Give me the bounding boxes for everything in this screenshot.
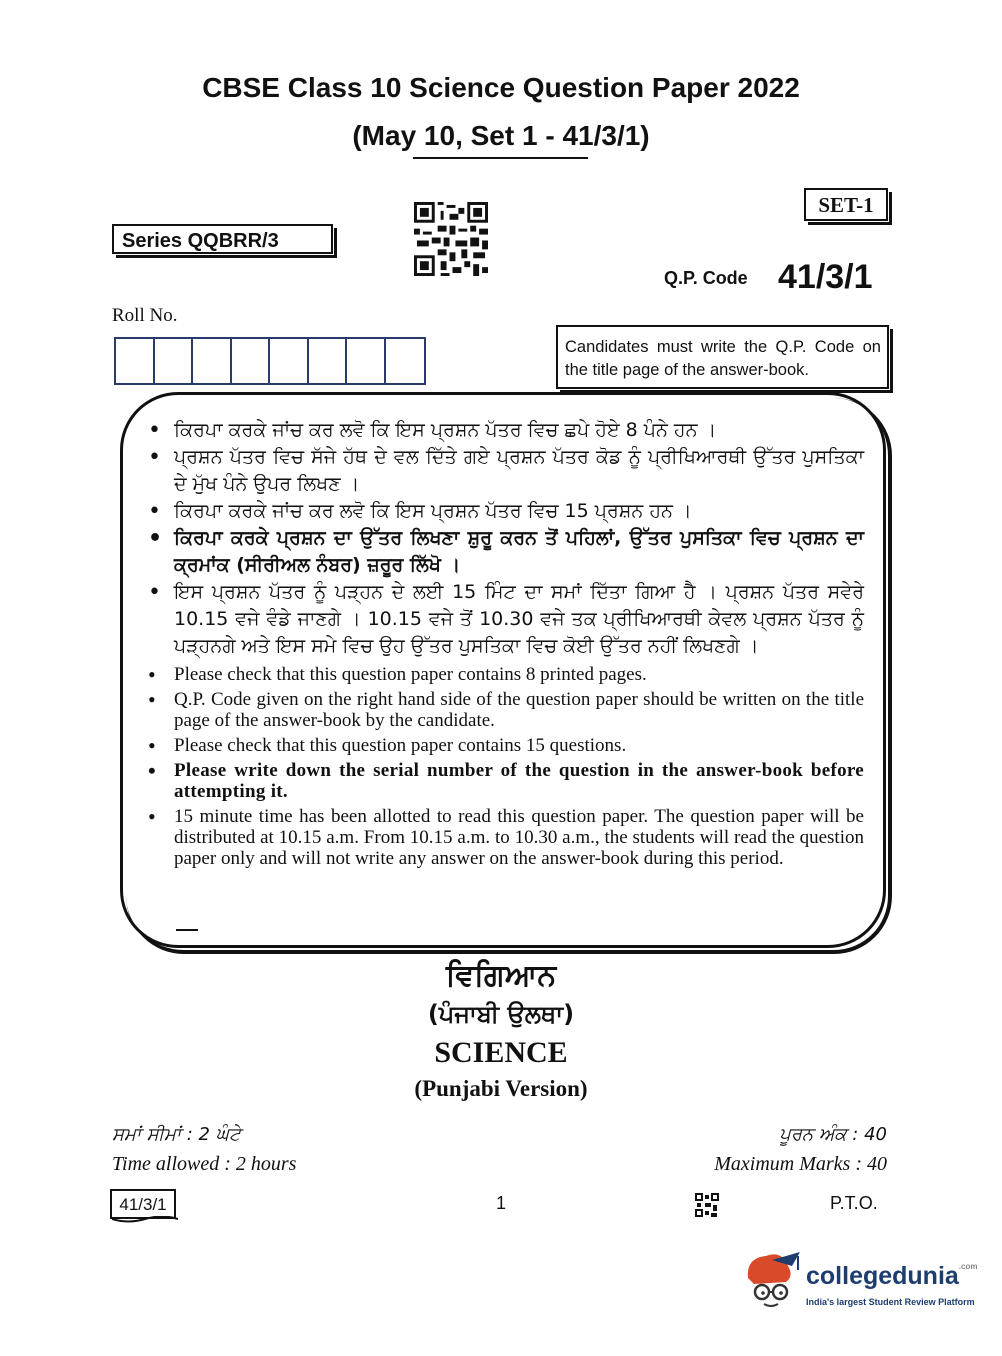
series-label: Series QQBRR/3	[112, 224, 333, 254]
time-allowed-english: Time allowed : 2 hours	[112, 1153, 297, 1175]
page-number: 1	[496, 1193, 507, 1213]
set-label: SET-1	[804, 188, 888, 221]
instruction-pa-5: • ਇਸ ਪ੍ਰਸ਼ਨ ਪੱਤਰ ਨੂੰ ਪੜ੍ਹਨ ਦੇ ਲਈ 15 ਮਿੰਟ ਦਾ ਸਮਾਂ ਦਿੱਤਾ ਗਿਆ ਹੈ । ਪ੍ਰਸ਼ਨ ਪੱਤਰ ਸਵੇਰੇ 10.15 ਵਜੇ ਵੰਡੇ ਜਾਣਗੇ । 10.15 ਵਜੇ ਤੋਂ 10.30 ਵਜੇ ਤਕ ਪ੍ਰੀਖਿਆਰਥੀ ਕੇਵਲ ਪ੍ਰਸ਼ਨ ਪੱਤਰ ਨੂੰ ਪੜ੍ਹਨਗੇ ਅਤੇ ਇਸ ਸਮੇ ਵਿਚ ਉਹ ਉੱਤਰ ਪੁਸਤਿਕਾ ਵਿਚ ਕੋਈ ਉੱਤਰ ਨਹੀਂ ਲਿਖਣਗੇ ।	[146, 579, 864, 660]
max-marks-english: Maximum Marks : 40	[714, 1153, 887, 1175]
subject-english: SCIENCE	[434, 1036, 568, 1069]
page-title: CBSE Class 10 Science Question Paper 2022	[202, 72, 800, 103]
subject-version: (Punjabi Version)	[414, 1076, 588, 1101]
qp-code-label: Q.P. Code	[664, 268, 748, 288]
qr-code-small-icon	[695, 1193, 719, 1217]
subtitle-underline	[413, 157, 588, 159]
instruction-pa-1: • ਕਿਰਪਾ ਕਰਕੇ ਜਾਂਚ ਕਰ ਲਵੋ ਕਿ ਇਸ ਪ੍ਰਸ਼ਨ ਪੱਤਰ ਵਿਚ ਛਪੇ ਹੋਏ 8 ਪੰਨੇ ਹਨ ।	[146, 417, 864, 444]
logo-domain: .com	[958, 1262, 978, 1271]
instruction-en-3: • Please check that this question paper contains 15 questions.	[146, 735, 864, 756]
collegedunia-tagline: India's largest Student Review Platform	[806, 1297, 975, 1307]
instruction-en-1: • Please check that this question paper contains 8 printed pages.	[146, 664, 864, 685]
roll-no-box[interactable]	[386, 339, 425, 383]
instruction-en-2: • Q.P. Code given on the right hand side of the question paper should be written on the title page of the answer-book by the candidate.	[146, 689, 864, 731]
candidate-note: Candidates must write the Q.P. Code on the title page of the answer-book.	[556, 325, 889, 389]
roll-no-box[interactable]	[193, 339, 232, 383]
collegedunia-logo-icon	[742, 1248, 806, 1312]
qp-code: 41/3/1	[778, 258, 873, 296]
qr-code-icon	[413, 202, 489, 276]
collegedunia-logo-text	[806, 1262, 977, 1291]
footer-code: 41/3/1	[110, 1189, 176, 1219]
instructions-list	[146, 417, 864, 873]
instruction-pa-4: • ਕਿਰਪਾ ਕਰਕੇ ਪ੍ਰਸ਼ਨ ਦਾ ਉੱਤਰ ਲਿਖਣਾ ਸ਼ੁਰੂ ਕਰਨ ਤੋਂ ਪਹਿਲਾਂ, ਉੱਤਰ ਪੁਸਤਿਕਾ ਵਿਚ ਪ੍ਰਸ਼ਨ ਦਾ ਕ੍ਰਮਾਂਕ (ਸੀਰੀਅਲ ਨੰਬਰ) ਜ਼ਰੂਰ ਲਿੱਖੋ ।	[146, 525, 864, 579]
footer-code-wave	[112, 1216, 178, 1224]
roll-no-box[interactable]	[116, 339, 155, 383]
roll-no-box[interactable]	[309, 339, 348, 383]
page-subtitle: (May 10, Set 1 - 41/3/1)	[352, 120, 650, 151]
subject-punjabi-version: (ਪੰਜਾਬੀ ਉਲਥਾ)	[427, 1000, 575, 1028]
max-marks-punjabi: ਪੂਰਨ ਅੰਕ : 40	[779, 1124, 887, 1145]
instruction-en-4: • Please write down the serial number of the question in the answer-book before attempting it.	[146, 760, 864, 802]
instruction-en-5: • 15 minute time has been allotted to read this question paper. The question paper will be distributed at 10.15 a.m. From 10.15 a.m. to 10.30 a.m., the students will read the question paper only and will not write any answer on the answer-book during this period.	[146, 806, 864, 869]
pto-label: P.T.O.	[830, 1193, 878, 1213]
logo-name: collegedunia	[806, 1262, 959, 1290]
instruction-pa-2: • ਪ੍ਰਸ਼ਨ ਪੱਤਰ ਵਿਚ ਸੱਜੇ ਹੱਥ ਦੇ ਵਲ ਦਿੱਤੇ ਗਏ ਪ੍ਰਸ਼ਨ ਪੱਤਰ ਕੋਡ ਨੂੰ ਪ੍ਰੀਖਿਆਰਥੀ ਉੱਤਰ ਪੁਸਤਿਕਾ ਦੇ ਮੁੱਖ ਪੰਨੇ ਉਪਰ ਲਿਖਣ ।	[146, 444, 864, 498]
text-underline-mark	[176, 929, 198, 931]
roll-no-box[interactable]	[347, 339, 386, 383]
roll-no-label: Roll No.	[112, 305, 178, 326]
instruction-pa-3: • ਕਿਰਪਾ ਕਰਕੇ ਜਾਂਚ ਕਰ ਲਵੋ ਕਿ ਇਸ ਪ੍ਰਸ਼ਨ ਪੱਤਰ ਵਿਚ 15 ਪ੍ਰਸ਼ਨ ਹਨ ।	[146, 498, 864, 525]
roll-no-box[interactable]	[270, 339, 309, 383]
subject-punjabi: ਵਿਗਿਆਨ	[445, 958, 557, 993]
roll-no-boxes[interactable]	[114, 337, 426, 385]
time-allowed-punjabi: ਸਮਾਂ ਸੀਮਾਂ : 2 ਘੰਟੇ	[112, 1124, 241, 1145]
roll-no-box[interactable]	[232, 339, 271, 383]
roll-no-box[interactable]	[155, 339, 194, 383]
